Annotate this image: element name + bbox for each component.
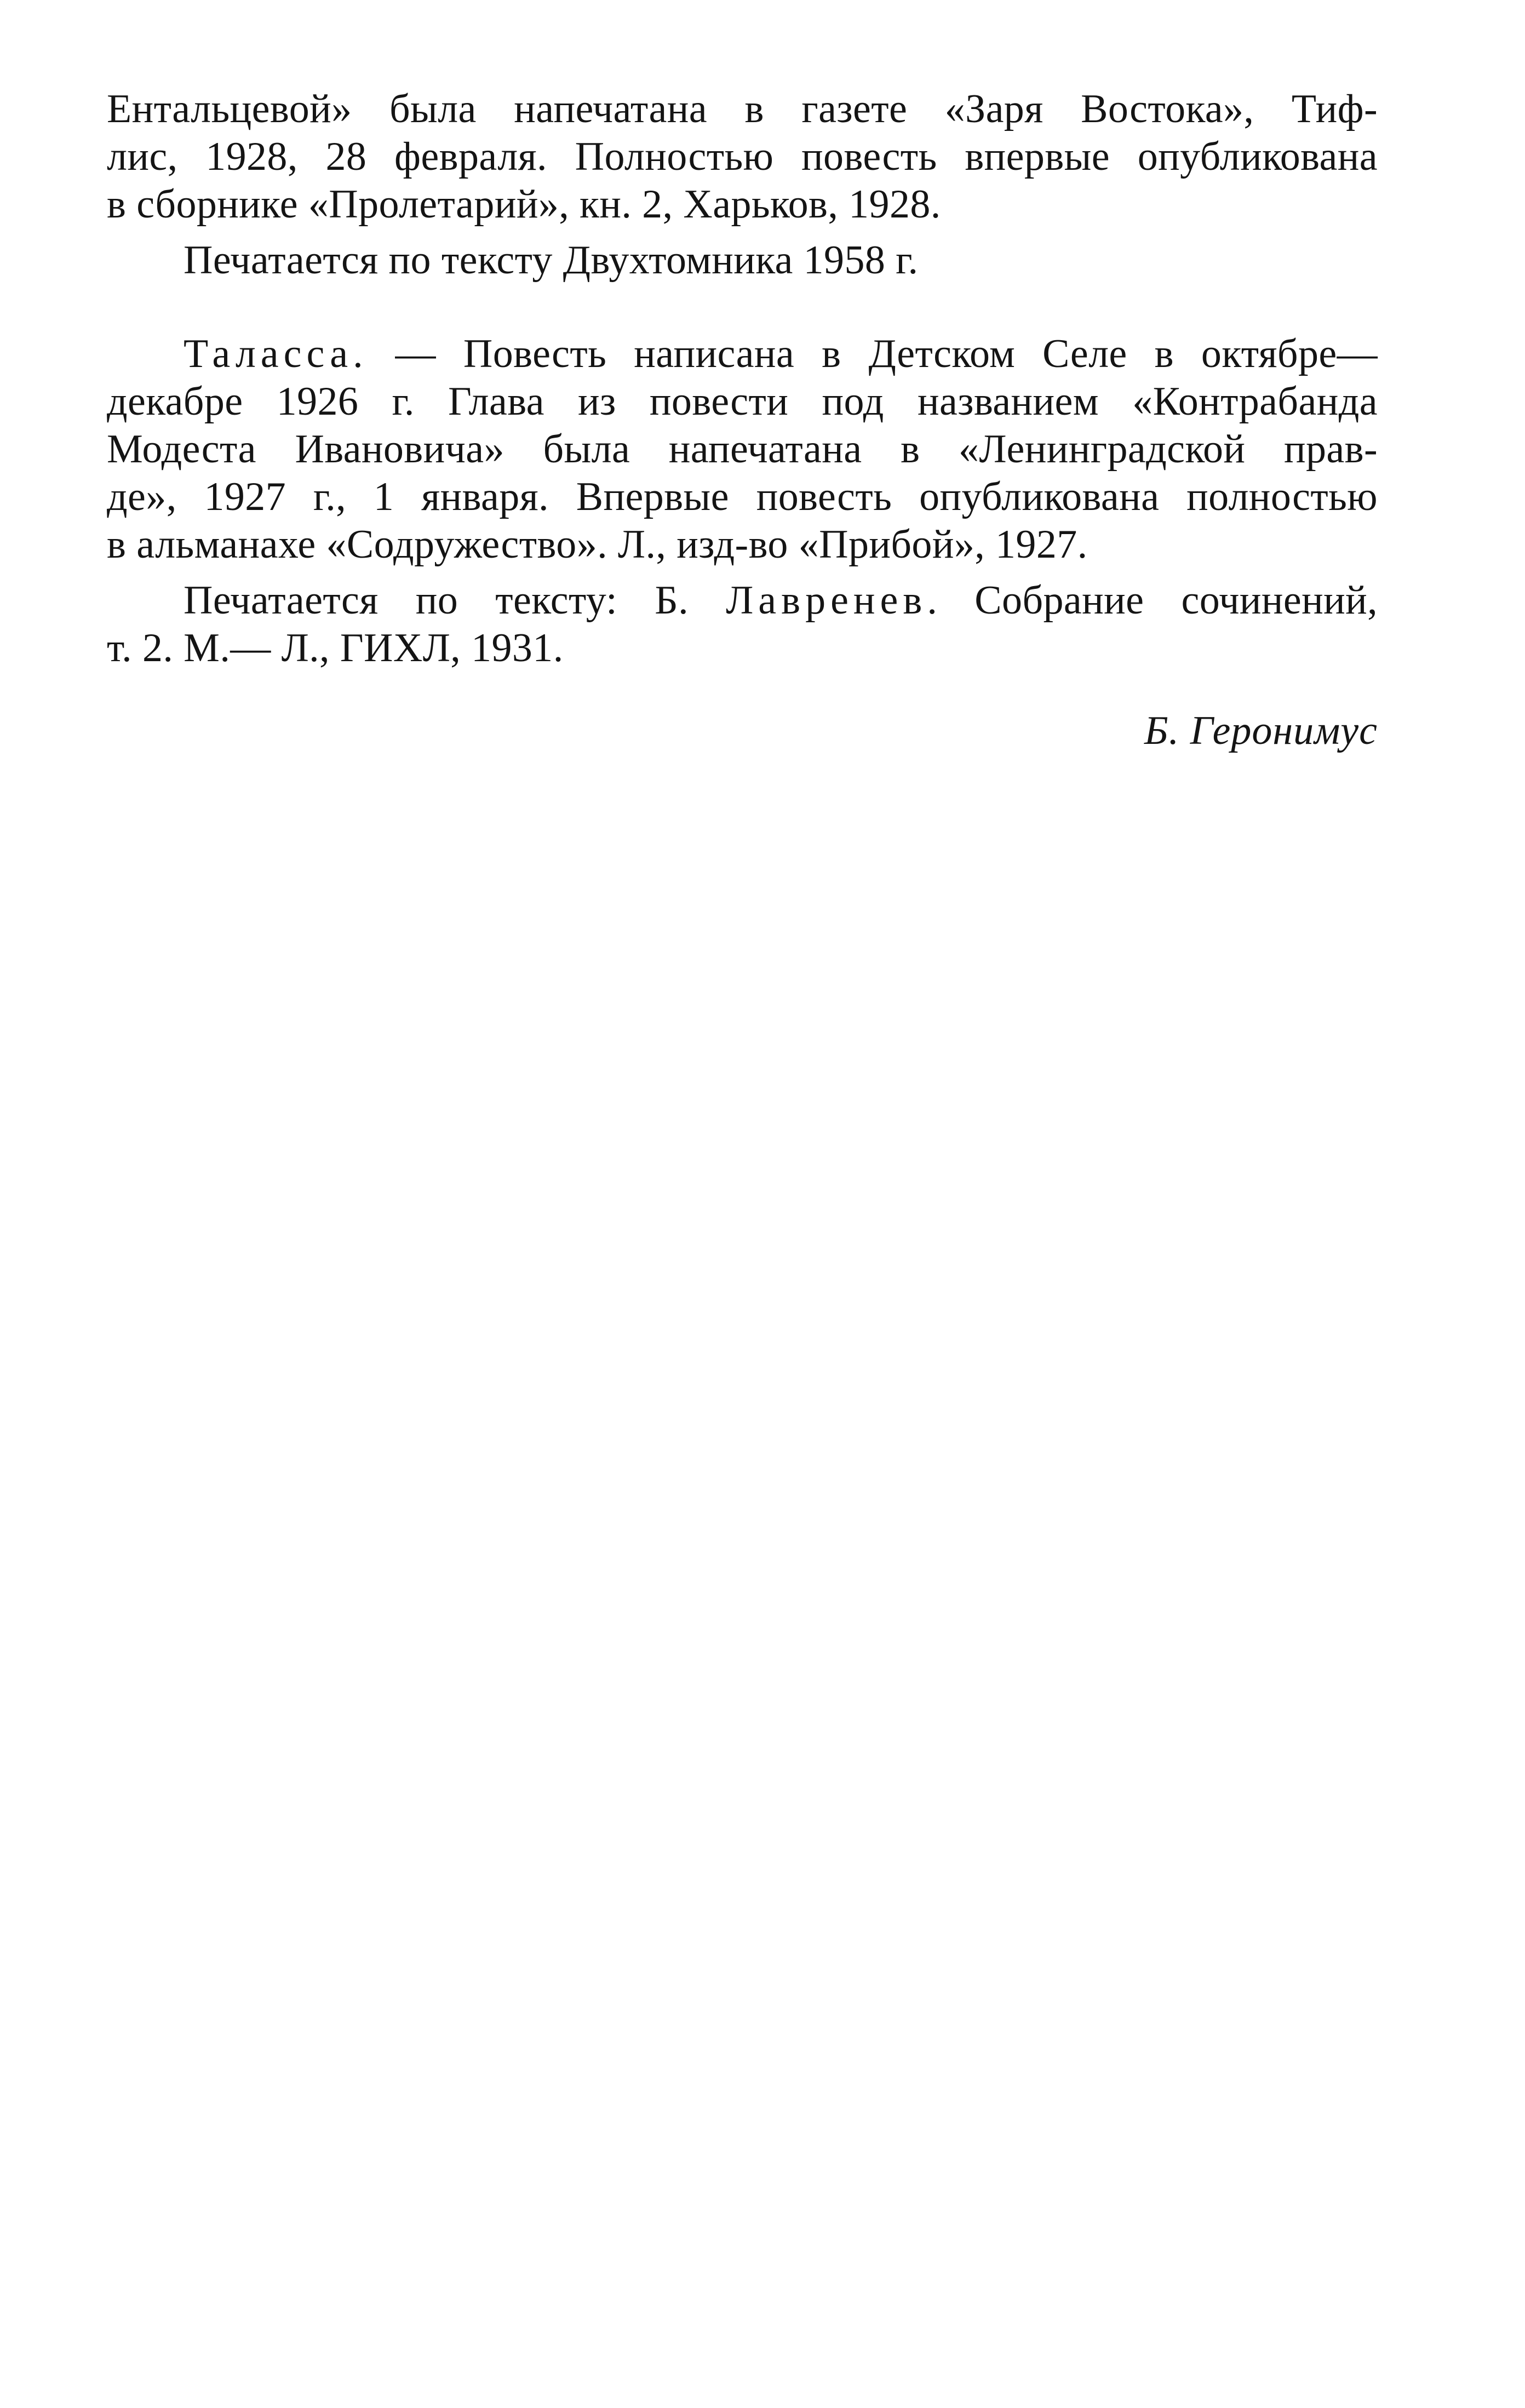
entry2-line-1-text: — Повесть написана в Детском Селе в октябре— <box>368 331 1378 376</box>
entry1-line-2: лис, 1928, 28 февраля. Полностью повесть впервые опубликована <box>107 134 1378 179</box>
entry1-print-note: Печатается по тексту Двухтомника 1958 г. <box>184 238 919 283</box>
entry2-title: Таласса. <box>184 331 368 376</box>
entry1-line-3: в сборнике «Пролетарий», кн. 2, Харьков, 1928. <box>107 182 941 227</box>
print-note-suffix: . Собрание сочинений, <box>927 578 1378 623</box>
print-note-prefix: Печатается по тексту: Б. <box>184 578 726 623</box>
print-note-author: Лавренев <box>726 578 927 623</box>
entry2-line-2: декабре 1926 г. Глава из повести под названием «Контрабанда <box>107 379 1378 424</box>
entry2-line-4: де», 1927 г., 1 января. Впервые повесть опубликована полностью <box>107 474 1378 519</box>
entry2-line-1 <box>184 330 1378 378</box>
entry2-print-note-line-2: т. 2. М.— Л., ГИХЛ, 1931. <box>107 626 564 670</box>
signature: Б. Геронимус <box>1144 708 1378 753</box>
entry2-print-note <box>184 576 1378 624</box>
entry2-line-5: в альманахе «Содружество». Л., изд-во «Прибой», 1927. <box>107 522 1088 567</box>
entry2-line-3: Модеста Ивановича» была напечатана в «Ленинградской прав- <box>107 427 1378 472</box>
entry1-line-1: Ентальцевой» была напечатана в газете «Заря Востока», Тиф- <box>107 87 1378 131</box>
